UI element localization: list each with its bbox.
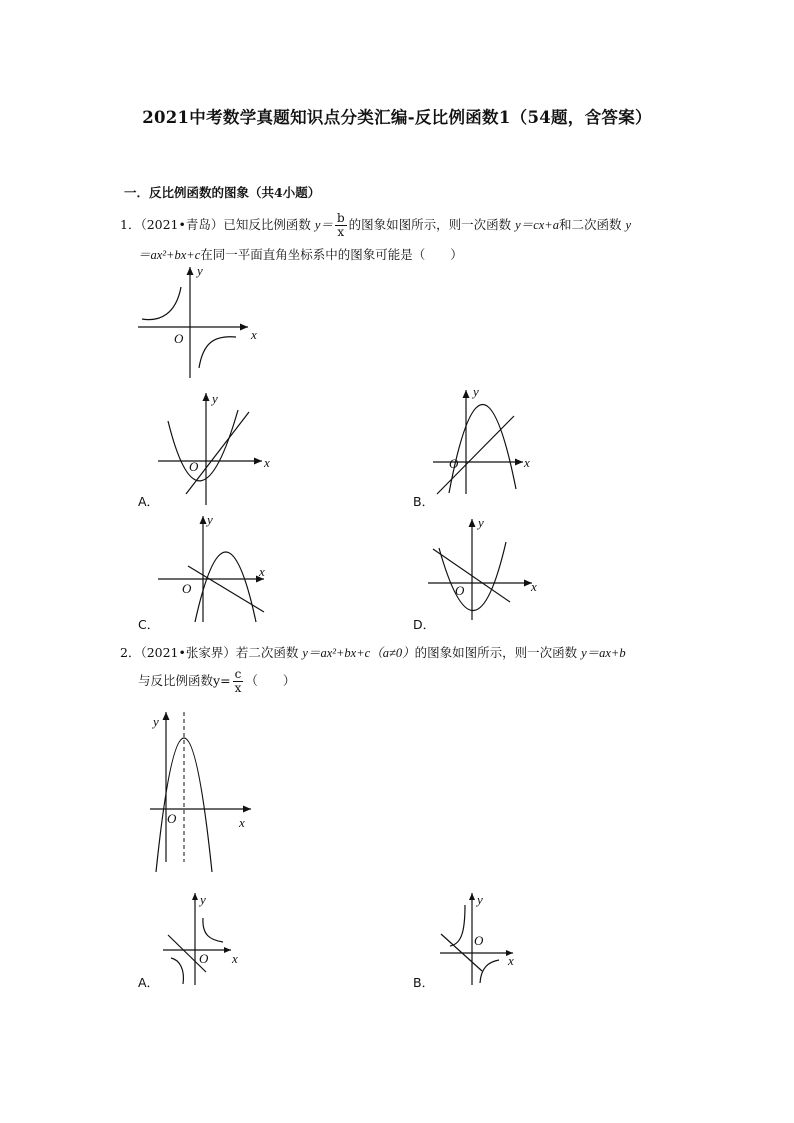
y-axis-label: y: [473, 384, 479, 399]
question-text: 的图象如图所示，则一次函数: [348, 217, 512, 232]
q1-option-a-graph: [158, 391, 270, 505]
y-axis-label: y: [477, 892, 483, 907]
origin-label: O: [167, 811, 177, 826]
y-axis-label: y: [200, 892, 206, 907]
origin-label: O: [199, 951, 209, 966]
quadratic-function: y＝ax²+bx+c: [302, 646, 371, 660]
x-axis-label: x: [259, 564, 265, 579]
question-number: 2．: [120, 645, 141, 660]
fraction-denominator: x: [234, 681, 242, 695]
x-axis-label: x: [232, 951, 238, 966]
fraction-denominator: x: [337, 225, 345, 239]
q2-option-b-label: B．: [413, 975, 435, 990]
question-text: 和二次函数: [558, 217, 622, 232]
question-2-line-1: [120, 643, 626, 661]
origin-label: O: [174, 331, 184, 346]
question-source: （2021•张家界）: [140, 645, 236, 660]
x-axis-label: x: [531, 579, 537, 594]
question-text: 已知反比例函数: [223, 217, 311, 232]
y-axis-label: y: [478, 515, 484, 530]
section-heading: 一．反比例函数的图象（共4小题）: [124, 185, 321, 200]
function-label: y=: [213, 673, 231, 688]
condition: （a≠0）: [370, 646, 415, 660]
x-axis-label: x: [251, 327, 257, 342]
x-axis-label: x: [239, 815, 245, 830]
q1-option-d-graph: [428, 515, 537, 620]
fraction-numerator: c: [233, 668, 244, 682]
q1-option-d-label: D．: [413, 617, 436, 632]
q2-option-a-graph: [163, 892, 238, 985]
q1-option-c-label: C．: [138, 617, 160, 632]
question-number: 1．: [120, 217, 141, 232]
function-label: y＝: [314, 218, 333, 232]
question-text: 的图象如图所示，则一次函数: [414, 645, 578, 660]
y-axis-label: y: [212, 391, 218, 406]
answer-blank: （ ）: [245, 673, 296, 688]
quadratic-function: ＝ax²+bx+c: [138, 248, 201, 262]
origin-label: O: [189, 459, 199, 474]
y-axis-label: y: [207, 512, 213, 527]
y-axis-label: y: [153, 714, 159, 729]
q2-parabola-figure: [150, 712, 251, 872]
question-text: 若二次函数: [235, 645, 299, 660]
origin-label: O: [182, 581, 192, 596]
function-label: y: [625, 218, 632, 232]
question-source: （2021•青岛）: [140, 217, 224, 232]
linear-function: y＝cx+a: [515, 218, 559, 232]
q1-option-c-graph: [158, 512, 265, 622]
origin-label: O: [449, 456, 459, 471]
question-text: 在同一平面直角坐标系中的图象可能是（ ）: [200, 247, 463, 262]
fraction: [233, 668, 244, 695]
x-axis-label: x: [508, 953, 514, 968]
linear-function: y＝ax+b: [581, 646, 626, 660]
page-title: 2021中考数学真题知识点分类汇编-反比例函数1（54题，含答案）: [142, 108, 652, 127]
origin-label: O: [474, 933, 484, 948]
x-axis-label: x: [264, 455, 270, 470]
fraction-numerator: b: [336, 211, 345, 225]
q1-option-b-graph: [433, 384, 530, 494]
origin-label: O: [455, 583, 465, 598]
x-axis-label: x: [524, 455, 530, 470]
q1-option-b-label: B．: [413, 494, 435, 509]
q2-option-a-label: A．: [138, 975, 160, 990]
question-2-line-2: [138, 668, 295, 695]
q2-option-b-graph: [440, 892, 514, 985]
q1-option-a-label: A．: [138, 494, 160, 509]
question-text: 与反比例函数: [138, 673, 214, 688]
y-axis-label: y: [197, 263, 203, 278]
